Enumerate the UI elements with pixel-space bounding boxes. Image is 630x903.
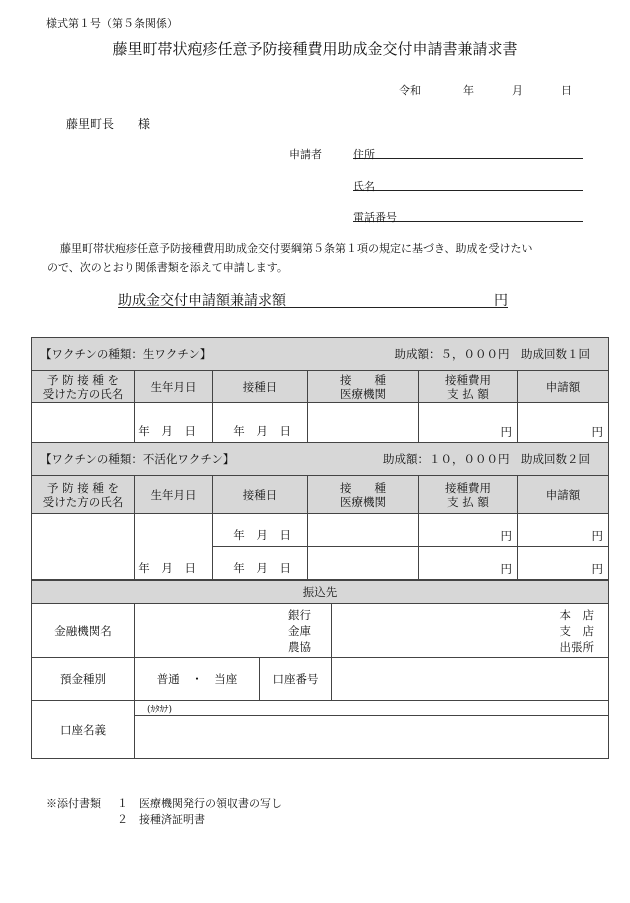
inactivated-vaccine-header (32, 476, 609, 514)
birth-date-cell[interactable]: 年 月 日 (135, 514, 213, 580)
branch-sub: 支 店 (559, 623, 594, 638)
inactivated-vaccine-row-1 (32, 514, 609, 547)
col-birth: 生年月日 (135, 476, 213, 514)
claim-cell[interactable]: 円 (518, 514, 609, 547)
inactivated-vaccine-subsidy: 助成額：１０，０００円 助成回数２回 (383, 452, 591, 466)
live-vaccine-header (32, 371, 609, 403)
cost-cell[interactable]: 円 (419, 514, 518, 547)
address-field[interactable] (353, 146, 583, 159)
amount-field[interactable] (118, 290, 508, 308)
vaccination-date-cell[interactable]: 年 月 日 (213, 514, 308, 547)
account-number-label: 口座番号 (260, 658, 332, 701)
date-month: 月 (512, 84, 523, 97)
col-name-1: 予 防 接 種 を (46, 372, 120, 387)
col-name-2: 受けた方の氏名 (42, 386, 124, 401)
bank-institution-row (32, 604, 609, 658)
col-vaccination-date: 接種日 (213, 476, 308, 514)
col-inst-2: 医療機関 (340, 494, 386, 509)
institution-name-label: 金融機関名 (32, 604, 135, 658)
col-vaccination-date: 接種日 (213, 371, 308, 403)
col-cost-2: 支 払 額 (447, 386, 489, 401)
account-number-cell[interactable] (332, 658, 609, 701)
bank-kind-nokyo: 農協 (288, 639, 311, 654)
col-cost-1: 接種費用 (445, 372, 491, 387)
bank-section-header (32, 581, 609, 604)
bank-kind-cell[interactable] (135, 604, 332, 658)
name-cell[interactable] (32, 403, 135, 443)
live-vaccine-row (32, 403, 609, 443)
applicant-label: 申請者 (289, 148, 322, 161)
col-cost-1: 接種費用 (445, 480, 491, 495)
name-cell[interactable] (32, 514, 135, 580)
name-label: 氏名 (353, 180, 375, 193)
inactivated-vaccine-caption (32, 443, 609, 476)
vaccination-date-cell[interactable]: 年 月 日 (213, 403, 308, 443)
date-era: 令和 (399, 84, 421, 97)
institution-cell[interactable] (308, 514, 419, 547)
amount-label: 助成金交付申請額兼請求額 (118, 293, 286, 309)
date-day: 日 (561, 84, 572, 97)
addressee: 藤里町長 様 (66, 117, 151, 131)
account-holder-label: 口座名義 (32, 701, 135, 759)
account-type-row (32, 658, 609, 701)
birth-date-cell[interactable]: 年 月 日 (135, 403, 213, 443)
col-birth: 生年月日 (135, 371, 213, 403)
col-claim: 申請額 (518, 371, 609, 403)
bank-kind-shinkin: 金庫 (288, 623, 311, 638)
bank-kind-bank: 銀行 (288, 607, 311, 622)
account-type-label: 預金種別 (32, 658, 135, 701)
vaccine-table (31, 337, 609, 580)
inactivated-vaccine-type: 【ワクチンの種類：不活化ワクチン】 (40, 452, 235, 466)
kana-label: (ｶﾀｶﾅ) (135, 701, 608, 716)
bank-section-title: 振込先 (32, 581, 609, 604)
bank-table (31, 580, 609, 759)
col-inst-1: 接 種 (340, 372, 386, 387)
col-inst-2: 医療機関 (340, 386, 386, 401)
attachment-item-2: ２ 接種済証明書 (117, 813, 205, 826)
account-type-value[interactable]: 普通 ・ 当座 (135, 658, 260, 701)
claim-cell[interactable]: 円 (518, 403, 609, 443)
institution-cell[interactable] (308, 547, 419, 580)
live-vaccine-type: 【ワクチンの種類：生ワクチン】 (40, 347, 212, 361)
live-vaccine-subsidy: 助成額：５，０００円 助成回数１回 (394, 347, 591, 361)
attachment-item-1: １ 医療機関発行の領収書の写し (117, 797, 282, 810)
branch-office: 出張所 (559, 639, 594, 654)
attachments-label: ※添付書類 (46, 797, 101, 810)
date-year: 年 (463, 84, 474, 97)
account-holder-row (32, 701, 609, 759)
col-name-2: 受けた方の氏名 (42, 494, 124, 509)
branch-cell[interactable] (332, 604, 609, 658)
address-label: 住所 (353, 148, 375, 161)
cost-cell[interactable]: 円 (419, 547, 518, 580)
account-holder-cell[interactable] (135, 701, 609, 759)
name-field[interactable] (353, 178, 583, 191)
body-line-2: ので、次のとおり関係書類を添えて申請します。 (47, 261, 288, 274)
institution-cell[interactable] (308, 403, 419, 443)
phone-label: 電話番号 (353, 211, 397, 224)
form-number: 様式第１号（第５条関係） (46, 17, 178, 30)
col-claim: 申請額 (518, 476, 609, 514)
branch-main: 本 店 (559, 607, 594, 622)
body-line-1: 藤里町帯状疱疹任意予防接種費用助成金交付要綱第５条第１項の規定に基づき、助成を受けたい (60, 242, 533, 255)
col-cost-2: 支 払 額 (447, 494, 489, 509)
vaccination-date-cell[interactable]: 年 月 日 (213, 547, 308, 580)
live-vaccine-caption (32, 338, 609, 371)
form-title: 藤里町帯状疱疹任意予防接種費用助成金交付申請書兼請求書 (112, 40, 518, 58)
col-inst-1: 接 種 (340, 480, 386, 495)
col-name-1: 予 防 接 種 を (46, 480, 120, 495)
amount-unit: 円 (494, 293, 508, 309)
cost-cell[interactable]: 円 (419, 403, 518, 443)
phone-field[interactable] (353, 209, 583, 222)
claim-cell[interactable]: 円 (518, 547, 609, 580)
